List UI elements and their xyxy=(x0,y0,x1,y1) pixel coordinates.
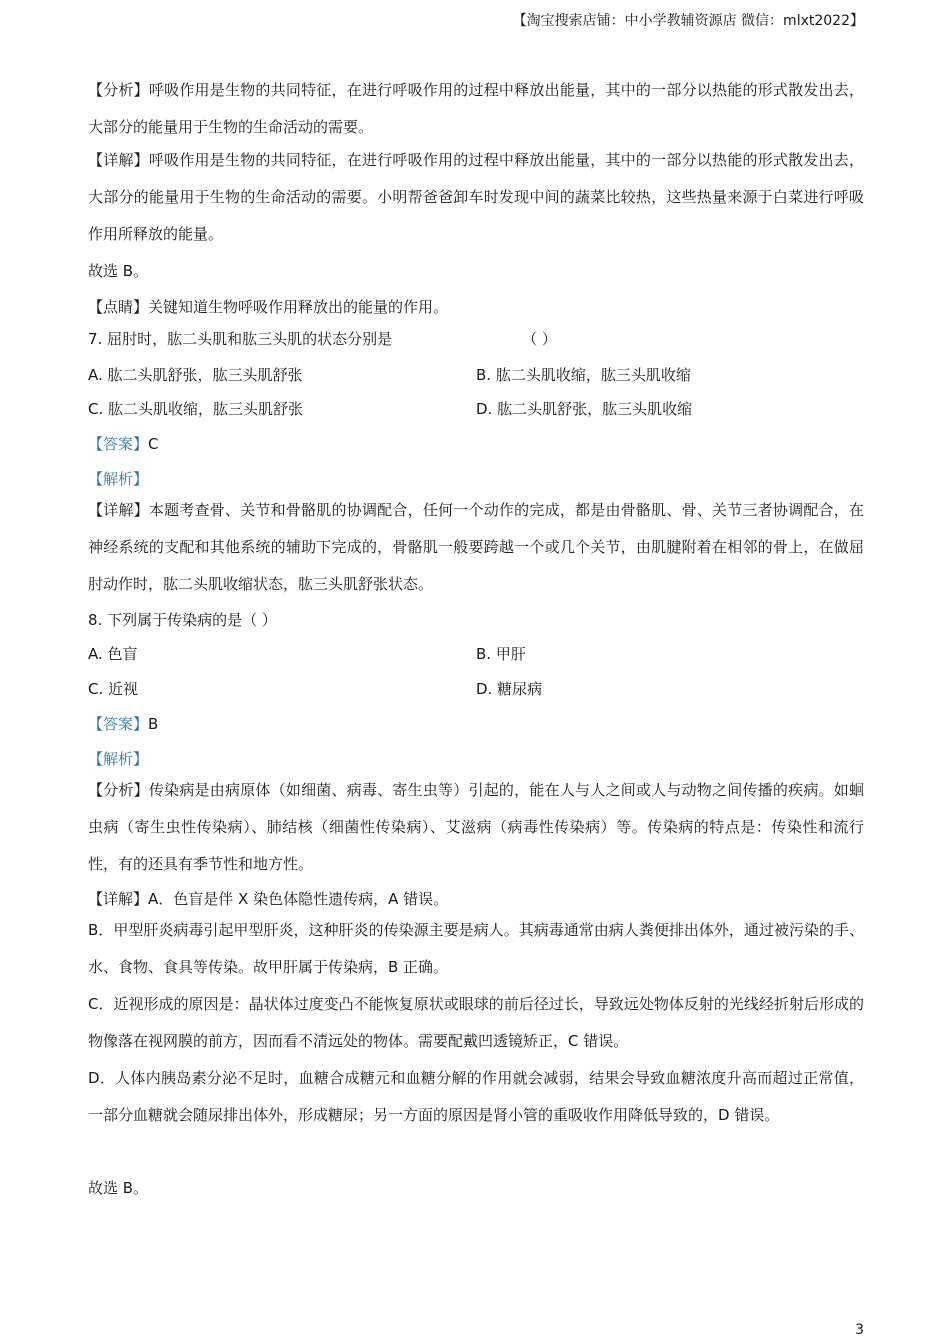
q8-choice: 故选 B。 xyxy=(88,1179,149,1197)
q7-answer xyxy=(88,433,159,454)
q7-jiexi: 【解析】 xyxy=(88,470,149,488)
q8-detail-d: D．人体内胰岛素分泌不足时，血糖合成糖元和血糖分解的作用就会减弱，结果会导致血糖浓度升高而超过正常值，一部分血糖就会随尿排出体外，形成糖尿；另一方面的原因是肾小管的重吸收作用降低导致的，D 错误。 xyxy=(88,1069,864,1124)
q7-answer-label: 【答案】 xyxy=(88,435,149,453)
q7-option-d: D. 肱二头肌舒张，肱三头肌收缩 xyxy=(476,400,693,418)
q7-blank: （ ） xyxy=(522,330,557,348)
q8-stem: 8. 下列属于传染病的是（ ） xyxy=(88,611,277,629)
q8-answer xyxy=(88,713,158,734)
page-header: 【淘宝搜索店铺：中小学教辅资源店 微信：mlxt2022】 xyxy=(512,13,864,29)
q7-option-b: B. 肱二头肌收缩，肱三头肌收缩 xyxy=(476,366,691,384)
q8-option-d: D. 糖尿病 xyxy=(476,680,543,698)
q6-comment: 【点睛】关键知道生物呼吸作用释放出的能量的作用。 xyxy=(88,298,449,316)
q8-detail-b: B．甲型肝炎病毒引起甲型肝炎，这种肝炎的传染源主要是病人。其病毒通常由病人粪便排出体外，通过被污染的手、水、食物、食具等传染。故甲肝属于传染病，B 正确。 xyxy=(88,921,864,976)
q8-answer-value: B xyxy=(148,715,159,733)
q8-jiexi: 【解析】 xyxy=(88,750,149,768)
q8-option-c: C. 近视 xyxy=(88,680,139,698)
q7-stem: 7. 屈肘时，肱二头肌和肱三头肌的状态分别是 xyxy=(88,330,393,348)
q6-detail: 【详解】呼吸作用是生物的共同特征，在进行呼吸作用的过程中释放出能量，其中的一部分以热能的形式散发出去，大部分的能量用于生物的生命活动的需要。小明帮爸爸卸车时发现中间的蔬菜比较热，这些热量来源于白菜进行呼吸作用所释放的能量。 xyxy=(88,151,864,243)
q6-analysis: 【分析】呼吸作用是生物的共同特征，在进行呼吸作用的过程中释放出能量，其中的一部分以热能的形式散发出去，大部分的能量用于生物的生命活动的需要。 xyxy=(88,81,864,136)
q7-option-c: C. 肱二头肌收缩，肱三头肌舒张 xyxy=(88,400,304,418)
q8-analysis: 【分析】传染病是由病原体（如细菌、病毒、寄生虫等）引起的，能在人与人之间或人与动物之间传播的疾病。如蛔虫病（寄生虫性传染病）、肺结核（细菌性传染病）、艾滋病（病毒性传染病）等。传染病的特点是：传染性和流行性，有的还具有季节性和地方性。 xyxy=(88,781,864,873)
q7-stem-line xyxy=(88,328,557,349)
q8-option-b: B. 甲肝 xyxy=(476,645,526,663)
q7-option-a: A. 肱二头肌舒张，肱三头肌舒张 xyxy=(88,366,303,384)
page-number: 3 xyxy=(855,1322,864,1338)
q7-detail: 【详解】本题考查骨、关节和骨骼肌的协调配合，任何一个动作的完成，都是由骨骼肌、骨、关节三者协调配合，在神经系统的支配和其他系统的辅助下完成的，骨骼肌一般要跨越一个或几个关节，由肌腱附着在相邻的骨上，在做屈肘动作时，肱二头肌收缩状态，肱三头肌舒张状态。 xyxy=(88,501,864,593)
q8-option-a: A. 色盲 xyxy=(88,645,138,663)
q8-answer-label: 【答案】 xyxy=(88,715,149,733)
q7-answer-value: C xyxy=(148,435,159,453)
q8-detail-a: 【详解】A．色盲是伴 X 染色体隐性遗传病，A 错误。 xyxy=(88,890,449,908)
q6-choice: 故选 B。 xyxy=(88,262,149,280)
q8-detail-c: C．近视形成的原因是：晶状体过度变凸不能恢复原状或眼球的前后径过长，导致远处物体反射的光线经折射后形成的物像落在视网膜的前方，因而看不清远处的物体。需要配戴凹透镜矫正，C 错误。 xyxy=(88,995,864,1050)
